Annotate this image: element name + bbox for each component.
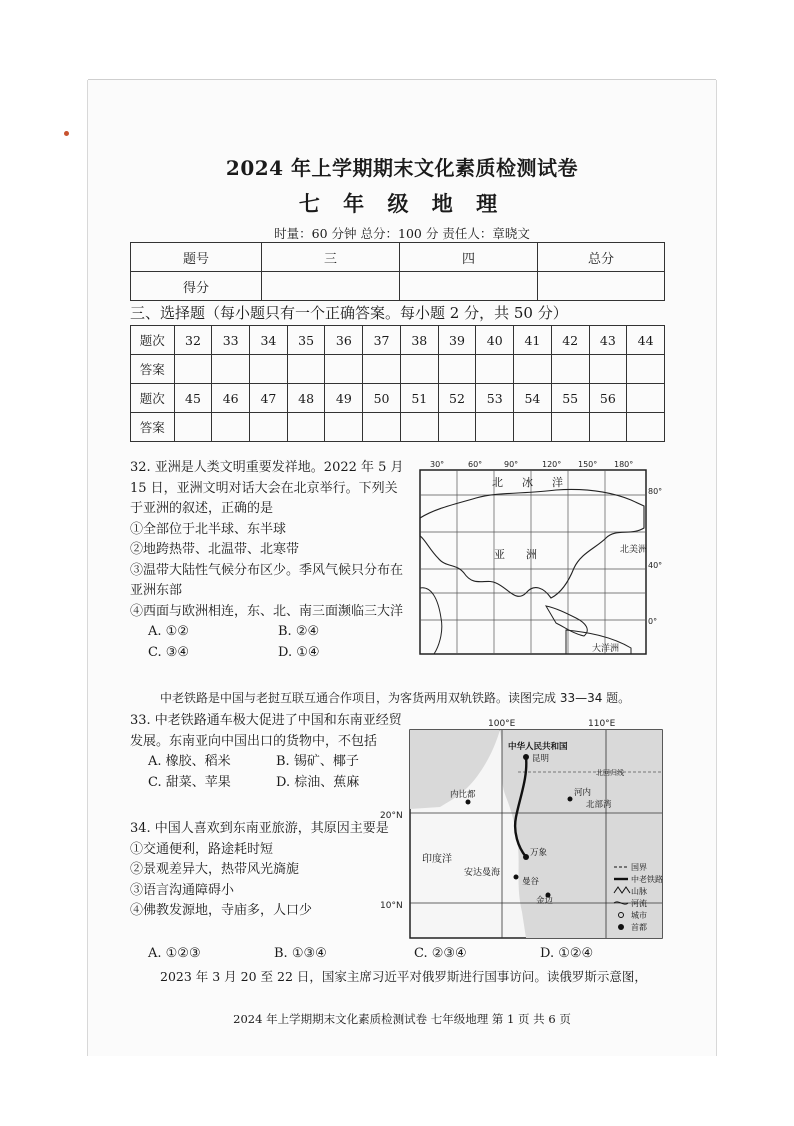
asia-map (416, 458, 666, 658)
lon-label: 180° (614, 460, 634, 469)
map-label: 金边 (536, 896, 554, 906)
map-label: 曼谷 (522, 877, 540, 887)
question-number: 49 (325, 384, 363, 413)
map-label: 北回归线 (596, 769, 624, 777)
statement: ③温带大陆性气候分布区少。季风气候只分布在亚洲东部 (130, 562, 404, 598)
map-label: 中华人民共和国 (508, 742, 568, 752)
section-heading: 三、选择题（每小题只有一个正确答案。每小题 2 分，共 50 分） (130, 304, 568, 322)
page-footer: 2024 年上学期期末文化素质检测试卷 七年级地理 第 1 页 共 6 页 (233, 1012, 571, 1026)
score-input-cell[interactable] (538, 272, 665, 301)
ink-spot (64, 131, 69, 136)
option-b[interactable]: B. ①③④ (274, 946, 327, 961)
exam-title: 2024 年上学期期末文化素质检测试卷 (225, 156, 579, 180)
answer-cell[interactable] (174, 413, 212, 442)
legend-label: 首都 (631, 923, 647, 932)
statement: ④佛教发源地，寺庙多，人口少 (130, 903, 313, 918)
map-label: 万象 (530, 848, 548, 858)
question-number: 42 (551, 326, 589, 355)
question-number: 50 (363, 384, 401, 413)
score-cell: 四 (400, 243, 538, 272)
answer-table (130, 325, 665, 442)
answer-cell[interactable] (212, 413, 250, 442)
capital-marker (514, 875, 519, 880)
question-32 (130, 458, 410, 663)
answer-cell[interactable] (514, 413, 552, 442)
option-a[interactable]: A. 橡胶、稻米 (148, 754, 231, 769)
map-label: 北美洲 (620, 545, 648, 555)
empty-cell (627, 413, 665, 442)
lon-label: 150° (578, 460, 598, 469)
southeast-asia-map (380, 717, 668, 942)
answer-cell[interactable] (627, 355, 665, 384)
map-label: 亚 (494, 548, 505, 561)
capital-marker (523, 854, 529, 860)
question-stem: 33. 中老铁路通车极大促进了中国和东南亚经贸发展。东南亚向中国出口的货物中，不包括 (130, 713, 402, 749)
question-number: 45 (174, 384, 212, 413)
map-label: 洲 (526, 548, 537, 561)
empty-cell (627, 384, 665, 413)
answer-row (131, 355, 665, 384)
answer-cell[interactable] (250, 413, 288, 442)
question-number: 38 (400, 326, 438, 355)
answer-cell[interactable] (325, 355, 363, 384)
question-number: 44 (627, 326, 665, 355)
map-frame (420, 470, 646, 654)
statement: ②地跨热带、北温带、北寒带 (130, 542, 300, 557)
map-label: 冰 (522, 476, 533, 489)
row-label: 题次 (131, 326, 175, 355)
option-b[interactable]: B. ②④ (278, 624, 320, 639)
question-number: 36 (325, 326, 363, 355)
question-number: 48 (287, 384, 325, 413)
answer-cell[interactable] (476, 355, 514, 384)
lon-label: 90° (504, 460, 519, 469)
answer-cell[interactable] (400, 413, 438, 442)
score-cell: 得分 (131, 272, 262, 301)
answer-number-row (131, 384, 665, 413)
question-number: 53 (476, 384, 514, 413)
lat-label: 10°N (380, 901, 403, 911)
answer-cell[interactable] (476, 413, 514, 442)
answer-cell[interactable] (400, 355, 438, 384)
lon-label: 120° (542, 460, 562, 469)
option-c[interactable]: C. ③④ (148, 644, 190, 660)
graticule (420, 470, 646, 654)
row-label: 答案 (131, 413, 175, 442)
score-cell: 题号 (131, 243, 262, 272)
score-input-cell[interactable] (400, 272, 538, 301)
option-row (130, 773, 410, 794)
score-row-values (131, 272, 665, 301)
option-row (148, 946, 708, 961)
legend-label: 河流 (631, 899, 647, 908)
option-row (130, 752, 410, 773)
question-number: 37 (363, 326, 401, 355)
answer-cell[interactable] (551, 413, 589, 442)
question-number: 35 (287, 326, 325, 355)
map-label: 大洋洲 (592, 644, 620, 654)
question-number: 43 (589, 326, 627, 355)
option-a[interactable]: A. ①② (148, 624, 189, 639)
map-label: 北 (492, 476, 503, 489)
statement: ④西面与欧洲相连，东、北、南三面濒临三大洋 (130, 603, 404, 619)
map-label: 内比都 (450, 790, 476, 800)
statement: ②景观差异大，热带风光旖旎 (130, 862, 300, 877)
answer-cell[interactable] (325, 413, 363, 442)
answer-cell[interactable] (287, 413, 325, 442)
question-number: 33 (212, 326, 250, 355)
answer-cell[interactable] (212, 355, 250, 384)
option-d[interactable]: D. 棕油、蕉麻 (276, 774, 360, 790)
question-stem: 32. 亚洲是人类文明重要发祥地。2022 年 5 月 15 日，亚洲文明对话大会在北京举行。下列关于亚洲的叙述，正确的是 (130, 460, 404, 516)
legend-label: 国界 (631, 863, 647, 872)
question-number: 54 (514, 384, 552, 413)
answer-cell[interactable] (589, 355, 627, 384)
map-label: 昆明 (532, 754, 550, 764)
map-label: 印度洋 (422, 854, 452, 865)
row-label: 题次 (131, 384, 175, 413)
question-34 (130, 819, 410, 922)
africa-coastline (420, 588, 442, 654)
answer-cell[interactable] (438, 413, 476, 442)
question-number: 41 (514, 326, 552, 355)
map-label: 北部湾 (586, 800, 612, 810)
answer-cell[interactable] (438, 355, 476, 384)
lat-label: 20°N (380, 811, 403, 821)
legend-label: 城市 (631, 911, 647, 920)
lon-label: 100°E (488, 719, 516, 729)
map-label: 安达曼海 (464, 868, 501, 878)
legend-label: 山脉 (631, 887, 647, 896)
reading-note: 中老铁路是中国与老挝互联互通合作项目，为客货两用双轨铁路。读图完成 33—34 题。 (160, 691, 631, 705)
city-marker (523, 754, 529, 760)
legend-symbol (618, 924, 624, 930)
answer-cell[interactable] (174, 355, 212, 384)
map-label: 河内 (574, 788, 592, 798)
question-number: 47 (250, 384, 288, 413)
question-number: 52 (438, 384, 476, 413)
option-c[interactable]: C. ②③④ (414, 946, 467, 961)
answer-cell[interactable] (363, 355, 401, 384)
row-label: 答案 (131, 355, 175, 384)
question-number: 40 (476, 326, 514, 355)
option-d[interactable]: D. ①②④ (540, 946, 594, 961)
option-c[interactable]: C. 甜菜、苹果 (148, 774, 231, 790)
question-number: 55 (551, 384, 589, 413)
question-number: 34 (250, 326, 288, 355)
answer-cell[interactable] (514, 355, 552, 384)
answer-cell[interactable] (589, 413, 627, 442)
question-number: 46 (212, 384, 250, 413)
option-row (130, 622, 410, 643)
score-table (130, 242, 665, 301)
score-cell: 总分 (538, 243, 665, 272)
answer-cell[interactable] (250, 355, 288, 384)
statement: ①交通便利，路途耗时短 (130, 841, 274, 857)
question-number: 56 (589, 384, 627, 413)
answer-cell[interactable] (287, 355, 325, 384)
lat-label: 80° (648, 487, 663, 496)
asia-coastline (420, 489, 644, 598)
score-row-header (131, 243, 665, 272)
statement: ③语言沟通障碍小 (130, 882, 235, 898)
answer-row (131, 413, 665, 442)
option-b[interactable]: B. 锡矿、椰子 (276, 754, 359, 769)
capital-marker (568, 797, 573, 802)
question-number: 32 (174, 326, 212, 355)
lon-label: 30° (430, 460, 445, 469)
lon-label: 60° (468, 460, 483, 469)
exam-meta: 时量：60 分钟 总分：100 分 责任人：章晓文 (274, 226, 530, 241)
score-cell: 三 (262, 243, 400, 272)
question-stem: 34. 中国人喜欢到东南亚旅游，其原因主要是 (130, 821, 389, 836)
exam-subtitle: 七 年 级 地 理 (298, 191, 506, 216)
answer-cell[interactable] (551, 355, 589, 384)
question-number: 51 (400, 384, 438, 413)
lat-label: 40° (648, 561, 663, 570)
map-label: 洋 (552, 476, 563, 489)
answer-cell[interactable] (363, 413, 401, 442)
legend-label: 中老铁路 (631, 875, 663, 884)
question-number: 39 (438, 326, 476, 355)
lon-label: 110°E (588, 719, 616, 729)
answer-number-row (131, 326, 665, 355)
capital-marker (466, 800, 471, 805)
question-33 (130, 711, 410, 793)
score-input-cell[interactable] (262, 272, 400, 301)
option-row (130, 643, 410, 664)
option-d[interactable]: D. ①④ (278, 644, 320, 660)
lat-label: 0° (648, 617, 658, 626)
next-question-intro: 2023 年 3 月 20 至 22 日，国家主席习近平对俄罗斯进行国事访问。读俄罗斯示意图， (160, 969, 647, 984)
statement: ①全部位于北半球、东半球 (130, 521, 287, 537)
option-a[interactable]: A. ①②③ (148, 946, 201, 961)
